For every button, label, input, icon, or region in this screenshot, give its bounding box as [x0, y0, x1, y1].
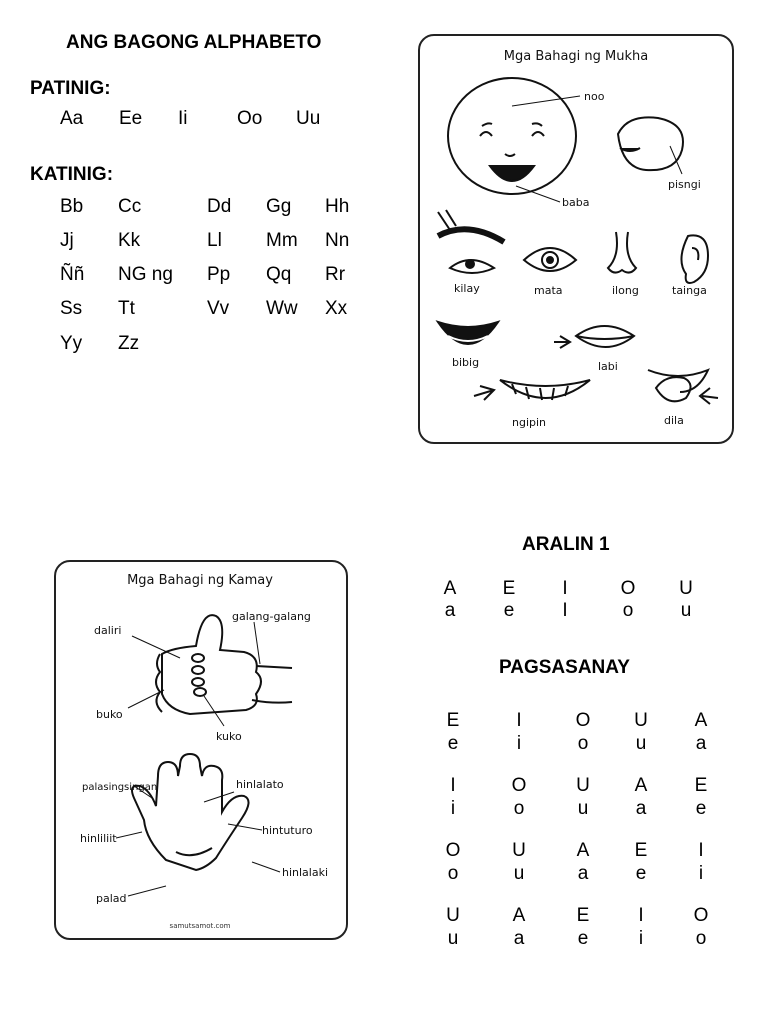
lips-icon	[554, 326, 634, 348]
patinig-letter: Oo	[237, 108, 263, 129]
drill-upper: O	[575, 710, 591, 731]
drill-upper: U	[512, 840, 526, 861]
pagsasanay-title: PAGSASANAY	[499, 657, 630, 678]
katinig-letter: Yy	[60, 333, 83, 354]
drill-lower: a	[513, 928, 525, 949]
label-ilong: ilong	[612, 284, 639, 297]
patinig-heading: PATINIG:	[30, 78, 111, 99]
label-palasingsingan: palasingsingan	[82, 782, 158, 793]
source-credit: samutsamot.com	[169, 922, 231, 930]
label-hinliliit: hinliliit	[80, 832, 117, 845]
drill-upper: A	[576, 840, 590, 861]
cheek-icon	[618, 117, 683, 170]
drill-lower: i	[450, 798, 456, 819]
hand-parts-illustration	[56, 562, 346, 938]
eye-icon	[524, 248, 576, 271]
drill-lower: a	[577, 863, 589, 884]
katinig-letter: Xx	[325, 298, 348, 319]
drill-lower: u	[635, 733, 647, 754]
katinig-letter: Jj	[60, 230, 74, 251]
face-panel-title: Mga Bahagi ng Mukha	[503, 49, 649, 64]
katinig-letter: Pp	[207, 264, 231, 285]
drill-upper: O	[445, 840, 461, 861]
drill-lower: e	[577, 928, 589, 949]
hand-panel-title: Mga Bahagi ng Kamay	[127, 573, 273, 588]
katinig-letter: Zz	[118, 333, 140, 354]
label-kuko: kuko	[216, 730, 242, 743]
katinig-letter: Vv	[207, 298, 230, 319]
drill-upper: I	[450, 775, 456, 796]
drill-lower: o	[695, 928, 707, 949]
label-hintuturo: hintuturo	[262, 824, 313, 837]
aralin-upper: E	[502, 578, 516, 599]
alphabet-title: ANG BAGONG ALPHABETO	[66, 32, 322, 53]
drill-upper: U	[576, 775, 590, 796]
drill-upper: A	[634, 775, 648, 796]
drill-lower: o	[513, 798, 525, 819]
hand-parts-panel	[54, 560, 348, 940]
patinig-letter: Aa	[60, 108, 84, 129]
drill-lower: e	[695, 798, 707, 819]
katinig-letter: Hh	[325, 196, 350, 217]
drill-lower: u	[513, 863, 525, 884]
mouth-icon	[438, 322, 498, 344]
face-parts-panel	[418, 34, 734, 444]
aralin-lower: e	[503, 600, 515, 621]
drill-lower: a	[695, 733, 707, 754]
katinig-letter: Qq	[266, 264, 292, 285]
aralin-lower: o	[622, 600, 634, 621]
katinig-letter: Mm	[266, 230, 298, 251]
drill-lower: i	[698, 863, 704, 884]
open-palm-hand-icon	[132, 754, 249, 870]
patinig-letter: Uu	[296, 108, 321, 129]
drill-upper: I	[516, 710, 522, 731]
label-buko: buko	[96, 708, 123, 721]
katinig-letter: Kk	[118, 230, 141, 251]
label-pisngi: pisngi	[668, 178, 701, 191]
nose-icon	[608, 232, 636, 273]
aralin-lower: u	[680, 600, 692, 621]
drill-upper: U	[446, 905, 460, 926]
aralin-lower: I	[562, 600, 568, 621]
katinig-letter: Ss	[60, 298, 83, 319]
drill-upper: U	[634, 710, 648, 731]
drill-upper: E	[576, 905, 590, 926]
aralin-upper: O	[620, 578, 636, 599]
label-kilay: kilay	[454, 282, 480, 295]
aralin-lower: a	[444, 600, 456, 621]
drill-upper: O	[511, 775, 527, 796]
katinig-letter: Dd	[207, 196, 232, 217]
eyebrow-icon	[438, 210, 504, 273]
drill-lower: a	[635, 798, 647, 819]
drill-upper: I	[698, 840, 704, 861]
drill-upper: O	[693, 905, 709, 926]
aralin-upper: U	[679, 578, 693, 599]
label-labi: labi	[598, 360, 618, 373]
aralin-title: ARALIN 1	[522, 534, 610, 555]
katinig-letter: Gg	[266, 196, 292, 217]
label-noo: noo	[584, 90, 605, 103]
katinig-letter: Cc	[118, 196, 142, 217]
label-dila: dila	[664, 414, 684, 427]
drill-lower: i	[516, 733, 522, 754]
patinig-letter: Ee	[119, 108, 143, 129]
label-ngipin: ngipin	[512, 416, 547, 429]
katinig-letter: NG ng	[118, 264, 173, 285]
katinig-letter: Bb	[60, 196, 84, 217]
katinig-letter: Rr	[325, 264, 346, 285]
aralin-upper: A	[443, 578, 457, 599]
aralin-upper: I	[562, 578, 568, 599]
face-icon	[448, 78, 576, 194]
katinig-letter: Nn	[325, 230, 350, 251]
label-baba: baba	[562, 196, 590, 209]
label-mata: mata	[534, 284, 563, 297]
drill-lower: u	[577, 798, 589, 819]
katinig-letter: Ll	[207, 230, 222, 251]
drill-lower: o	[577, 733, 589, 754]
drill-upper: E	[634, 840, 648, 861]
drill-lower: o	[447, 863, 459, 884]
label-tainga: tainga	[672, 284, 707, 297]
katinig-letter: Tt	[118, 298, 135, 319]
drill-lower: i	[638, 928, 644, 949]
label-galang-galang: galang-galang	[232, 610, 311, 623]
katinig-letter: Ww	[266, 298, 298, 319]
face-parts-illustration	[420, 36, 732, 442]
label-bibig: bibig	[452, 356, 480, 369]
label-daliri: daliri	[94, 624, 122, 637]
thumbs-up-hand-icon	[156, 615, 292, 714]
patinig-letter: Ii	[178, 108, 188, 129]
katinig-letter: Ññ	[60, 264, 85, 285]
label-hinlalaki: hinlalaki	[282, 866, 329, 879]
drill-lower: u	[447, 928, 459, 949]
drill-upper: E	[446, 710, 460, 731]
tongue-icon	[648, 370, 718, 404]
label-palad: palad	[96, 892, 127, 905]
drill-upper: A	[512, 905, 526, 926]
ear-icon	[681, 235, 708, 283]
teeth-icon	[474, 380, 590, 400]
drill-upper: A	[694, 710, 708, 731]
drill-upper: I	[638, 905, 644, 926]
drill-lower: e	[447, 733, 459, 754]
drill-lower: e	[635, 863, 647, 884]
label-hinlalato: hinlalato	[236, 778, 284, 791]
katinig-heading: KATINIG:	[30, 164, 114, 185]
drill-upper: E	[694, 775, 708, 796]
